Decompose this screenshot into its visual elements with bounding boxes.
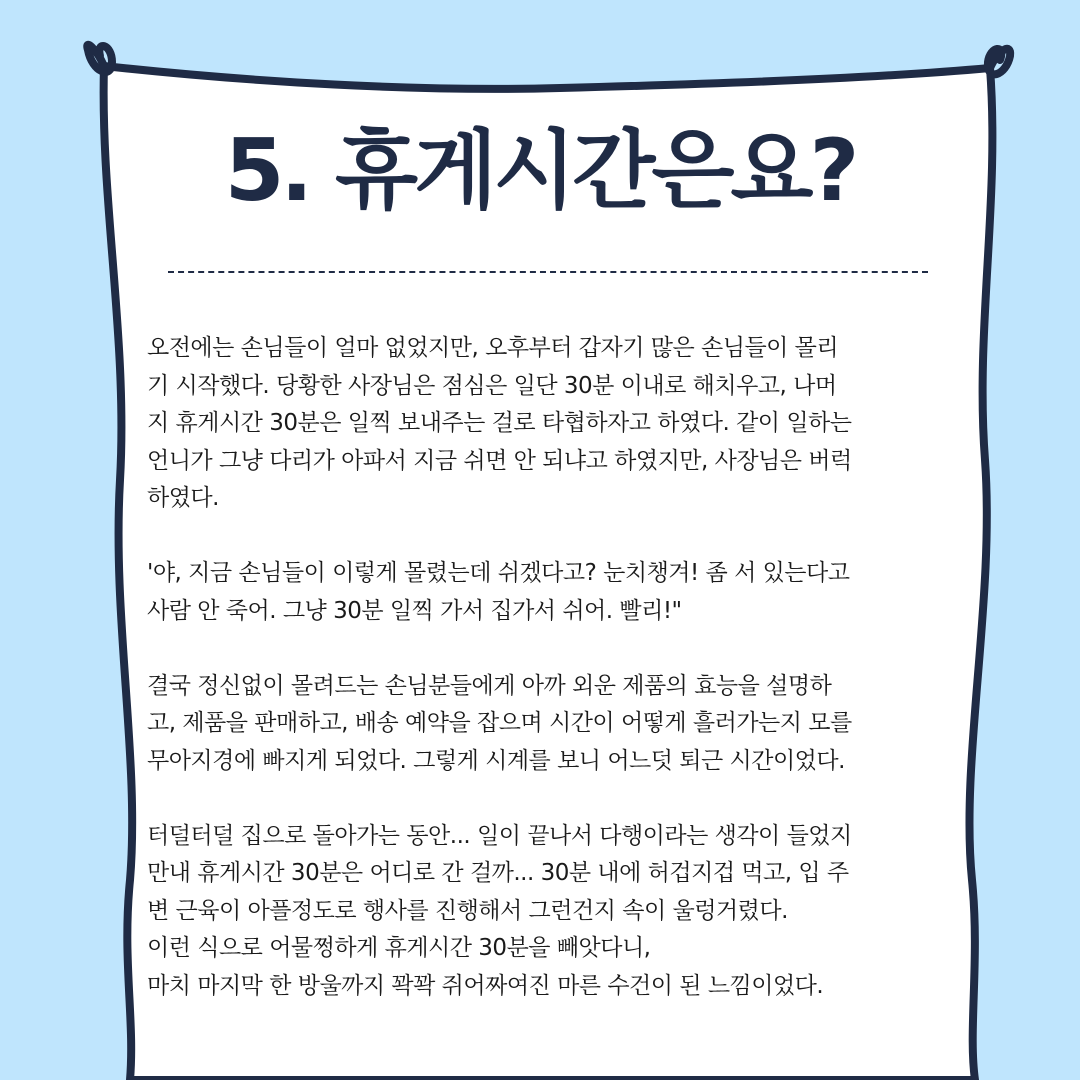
dashed-divider xyxy=(168,271,928,273)
text-line: 하였다. xyxy=(147,485,219,511)
text-line: 만내 휴게시간 30분은 어디로 간 걸까... 30분 내에 허겁지겁 먹고, 입 주 xyxy=(147,860,849,886)
text-line: 오전에는 손님들이 얼마 없었지만, 오후부터 갑자기 많은 손님들이 몰리 xyxy=(147,335,839,361)
paragraph-2 xyxy=(147,555,947,630)
text-line: 변 근육이 아플정도로 행사를 진행해서 그런건지 속이 울렁거렸다. xyxy=(147,897,788,924)
text-line: 지 휴게시간 30분은 일찍 보내주는 걸로 타협하자고 하였다. 같이 일하는 xyxy=(147,410,852,436)
paragraph-4 xyxy=(147,818,947,1006)
text-line: 무아지경에 빠지게 되었다. 그렇게 시계를 보니 어느덧 퇴근 시간이었다. xyxy=(147,747,845,774)
text-line: '야, 지금 손님들이 이렇게 몰렸는데 쉬겠다고? 눈치챙겨! 좀 서 있는다고 xyxy=(147,560,850,586)
text-line: 사람 안 죽어. 그냥 30분 일찍 가서 집가서 쉬어. 빨리!" xyxy=(147,597,682,624)
page-title: 5. 휴게시간은요? xyxy=(224,121,856,221)
text-line: 터덜터덜 집으로 돌아가는 동안... 일이 끝나서 다행이라는 생각이 들었지 xyxy=(147,822,852,849)
text-line: 결국 정신없이 몰려드는 손님분들에게 아까 외운 제품의 효능을 설명하 xyxy=(147,672,832,699)
text-line: 고, 제품을 판매하고, 배송 예약을 잡으며 시간이 어떻게 흘러가는지 모를 xyxy=(147,710,852,736)
top-right-curl xyxy=(988,49,1010,74)
text-line: 기 시작했다. 당황한 사장님은 점심은 일단 30분 이내로 해치우고, 나머 xyxy=(147,372,837,399)
paragraph-1 xyxy=(147,330,947,518)
paragraph-3 xyxy=(147,668,947,781)
text-line: 언니가 그냥 다리가 아파서 지금 쉬면 안 되냐고 하였지만, 사장님은 버럭 xyxy=(147,447,852,474)
story-text xyxy=(147,330,947,1043)
text-line: 마치 마지막 한 방울까지 꽉꽉 쥐어짜여진 마른 수건이 된 느낌이었다. xyxy=(147,972,824,999)
top-left-curl xyxy=(87,45,112,72)
text-line: 이런 식으로 어물쩡하게 휴게시간 30분을 빼앗다니, xyxy=(147,935,651,961)
